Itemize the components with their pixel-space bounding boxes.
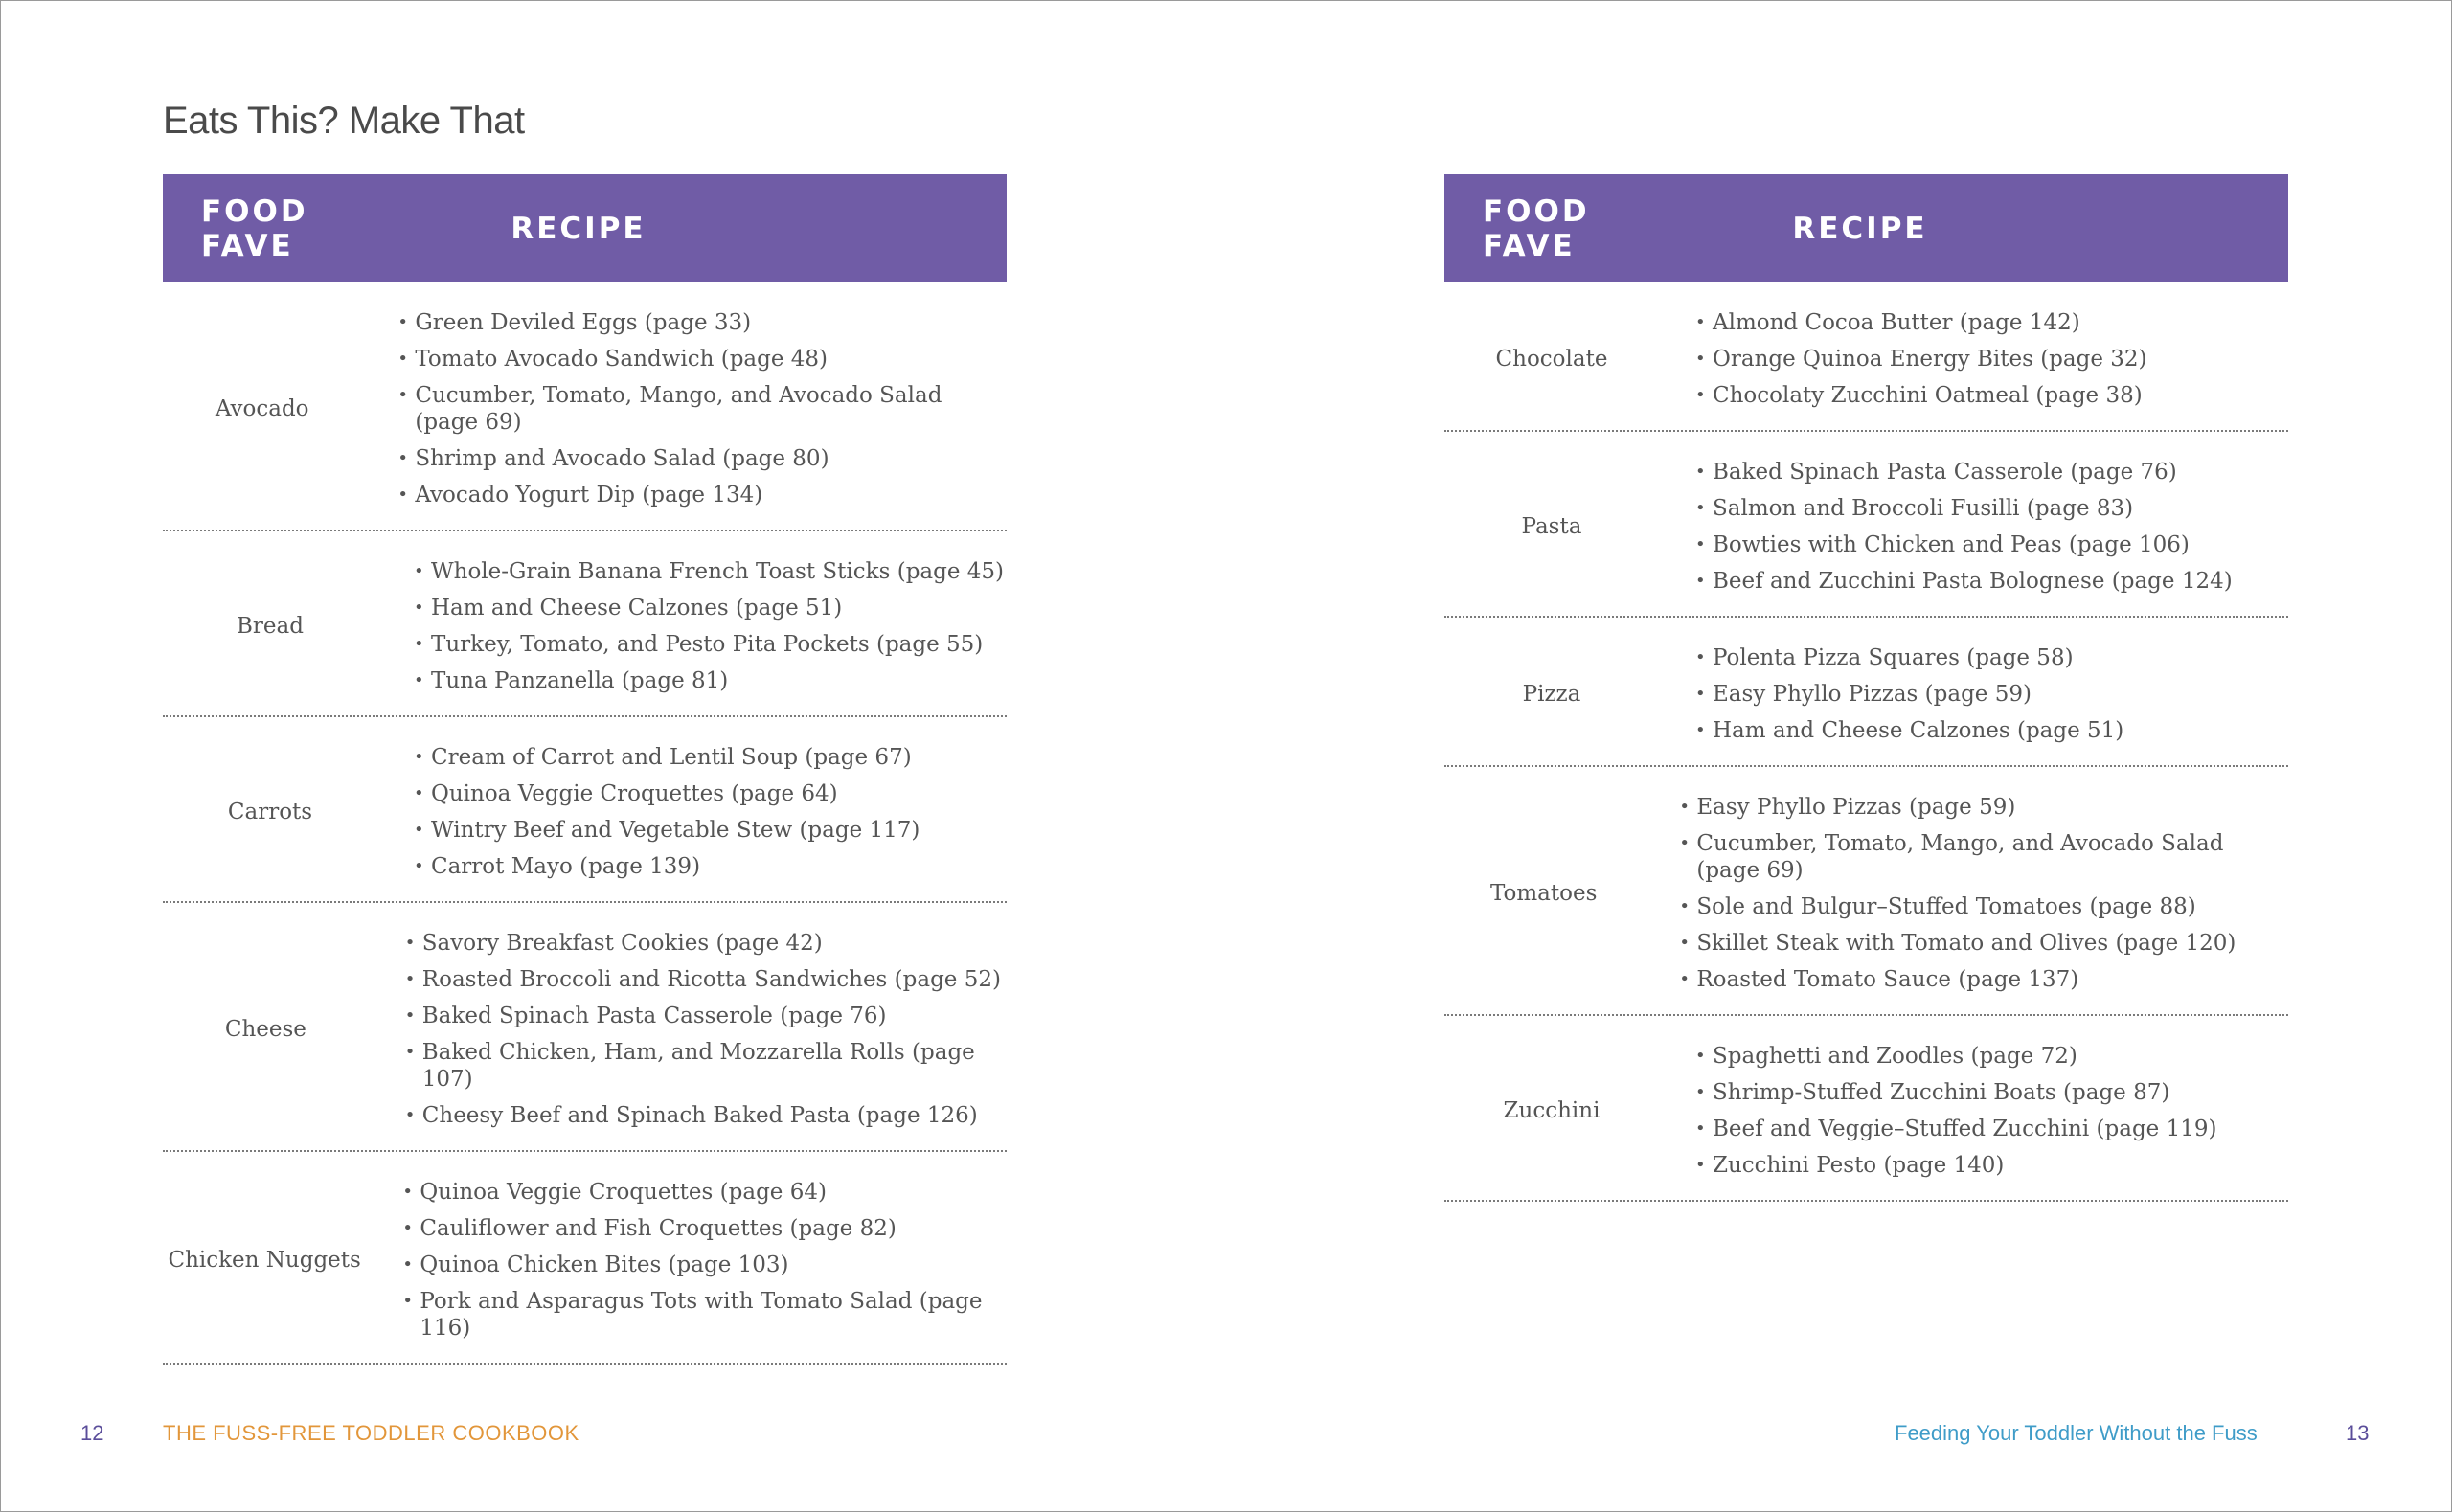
recipe-item: • Spaghetti and Zoodles (page 72) xyxy=(1695,1043,2216,1070)
food-fave-cell: Chocolate xyxy=(1495,347,1608,372)
recipe-item: • Almond Cocoa Butter (page 142) xyxy=(1695,309,2147,336)
recipe-item: • Roasted Tomato Sauce (page 137) xyxy=(1679,966,2288,993)
table-header xyxy=(163,174,1007,282)
recipe-item: • Baked Spinach Pasta Casserole (page 76) xyxy=(405,1003,1007,1029)
food-fave-header: FOOD FAVE xyxy=(1483,193,1590,263)
table-row xyxy=(1444,432,2288,618)
recipe-list xyxy=(1643,794,2288,993)
right-page-number: 13 xyxy=(2346,1421,2370,1445)
recipe-item: • Turkey, Tomato, and Pesto Pita Pockets (page 55) xyxy=(414,631,1004,658)
left-page-number: 12 xyxy=(80,1421,104,1445)
recipe-item: • Cauliflower and Fish Croquettes (page 82) xyxy=(402,1215,1007,1242)
recipe-item: • Avocado Yogurt Dip (page 134) xyxy=(397,482,1007,508)
table-body xyxy=(1444,282,2288,1202)
table-row xyxy=(1444,618,2288,767)
recipe-item: • Green Deviled Eggs (page 33) xyxy=(397,309,1007,336)
recipe-item: • Chocolaty Zucchini Oatmeal (page 38) xyxy=(1695,382,2147,409)
recipe-header: RECIPE xyxy=(511,211,647,246)
recipe-item: • Wintry Beef and Vegetable Stew (page 117) xyxy=(414,817,920,844)
recipe-item: • Shrimp-Stuffed Zucchini Boats (page 87) xyxy=(1695,1079,2216,1106)
recipe-item: • Polenta Pizza Squares (page 58) xyxy=(1695,644,2123,671)
recipe-item: • Quinoa Chicken Bites (page 103) xyxy=(402,1252,1007,1278)
food-fave-cell: Pizza xyxy=(1522,682,1581,707)
recipe-item: • Roasted Broccoli and Ricotta Sandwiches (page 52) xyxy=(405,966,1007,993)
recipe-item: • Cucumber, Tomato, Mango, and Avocado Salad (page 69) xyxy=(1679,830,2288,884)
table-row xyxy=(1444,767,2288,1016)
recipe-item: • Orange Quinoa Energy Bites (page 32) xyxy=(1695,346,2147,372)
page-title: Eats This? Make That xyxy=(163,100,525,142)
table-row xyxy=(163,717,1007,903)
food-fave-cell: Chicken Nuggets xyxy=(168,1248,361,1273)
recipe-item: • Ham and Cheese Calzones (page 51) xyxy=(414,595,1004,621)
recipe-list xyxy=(1659,309,2147,409)
recipe-list xyxy=(369,930,1007,1129)
recipe-item: • Whole-Grain Banana French Toast Sticks (page 45) xyxy=(414,558,1004,585)
recipe-list xyxy=(1659,459,2233,595)
food-fave-cell: Avocado xyxy=(215,396,309,421)
recipe-item: • Savory Breakfast Cookies (page 42) xyxy=(405,930,1007,957)
recipe-item: • Tomato Avocado Sandwich (page 48) xyxy=(397,346,1007,372)
food-fave-cell: Tomatoes xyxy=(1489,881,1598,906)
recipe-item: • Baked Spinach Pasta Casserole (page 76) xyxy=(1695,459,2233,485)
recipe-item: • Beef and Veggie–Stuffed Zucchini (page 119) xyxy=(1695,1116,2216,1142)
recipe-item: • Pork and Asparagus Tots with Tomato Salad (page 116) xyxy=(402,1288,1007,1342)
recipe-item: • Salmon and Broccoli Fusilli (page 83) xyxy=(1695,495,2233,522)
table-header xyxy=(1444,174,2288,282)
table-body xyxy=(163,282,1007,1365)
table-row xyxy=(163,903,1007,1152)
recipe-item: • Sole and Bulgur–Stuffed Tomatoes (page 88) xyxy=(1679,893,2288,920)
recipe-item: • Cheesy Beef and Spinach Baked Pasta (page 126) xyxy=(405,1102,1007,1129)
table-row xyxy=(163,1152,1007,1365)
recipe-item: • Bowties with Chicken and Peas (page 106) xyxy=(1695,531,2233,558)
food-fave-cell: Bread xyxy=(237,614,304,639)
recipe-item: • Beef and Zucchini Pasta Bolognese (page 124) xyxy=(1695,568,2233,595)
recipe-item: • Skillet Steak with Tomato and Olives (page 120) xyxy=(1679,930,2288,957)
recipe-item: • Ham and Cheese Calzones (page 51) xyxy=(1695,717,2123,744)
recipe-item: • Easy Phyllo Pizzas (page 59) xyxy=(1679,794,2288,821)
recipe-list xyxy=(1659,1043,2216,1179)
recipe-list xyxy=(361,309,1007,508)
table-row xyxy=(163,282,1007,531)
recipe-item: • Baked Chicken, Ham, and Mozzarella Rolls (page 107) xyxy=(405,1039,1007,1093)
recipe-item: • Zucchini Pesto (page 140) xyxy=(1695,1152,2216,1179)
recipe-list xyxy=(1659,644,2123,744)
recipe-header: RECIPE xyxy=(1792,211,1928,246)
recipe-item: • Shrimp and Avocado Salad (page 80) xyxy=(397,445,1007,472)
recipe-item: • Carrot Mayo (page 139) xyxy=(414,853,920,880)
chapter-title: Feeding Your Toddler Without the Fuss xyxy=(1895,1421,2258,1445)
recipe-item: • Cream of Carrot and Lentil Soup (page 67) xyxy=(414,744,920,771)
recipe-item: • Easy Phyllo Pizzas (page 59) xyxy=(1695,681,2123,708)
food-fave-cell: Carrots xyxy=(227,800,313,824)
food-fave-cell: Pasta xyxy=(1521,514,1582,539)
table-row xyxy=(1444,282,2288,432)
recipe-item: • Quinoa Veggie Croquettes (page 64) xyxy=(402,1179,1007,1206)
recipe-item: • Tuna Panzanella (page 81) xyxy=(414,667,1004,694)
table-row xyxy=(1444,1016,2288,1202)
food-fave-cell: Zucchini xyxy=(1503,1098,1601,1123)
book-title: THE FUSS-FREE TODDLER COOKBOOK xyxy=(163,1421,579,1445)
food-fave-header: FOOD FAVE xyxy=(201,193,308,263)
recipe-item: • Cucumber, Tomato, Mango, and Avocado Salad (page 69) xyxy=(397,382,1007,436)
recipe-item: • Quinoa Veggie Croquettes (page 64) xyxy=(414,780,920,807)
left-recipe-table xyxy=(163,174,1007,1365)
recipe-list xyxy=(377,744,920,880)
table-row xyxy=(163,531,1007,717)
recipe-list xyxy=(366,1179,1007,1342)
food-fave-cell: Cheese xyxy=(224,1017,306,1042)
recipe-list xyxy=(377,558,1004,694)
right-recipe-table xyxy=(1444,174,2288,1202)
